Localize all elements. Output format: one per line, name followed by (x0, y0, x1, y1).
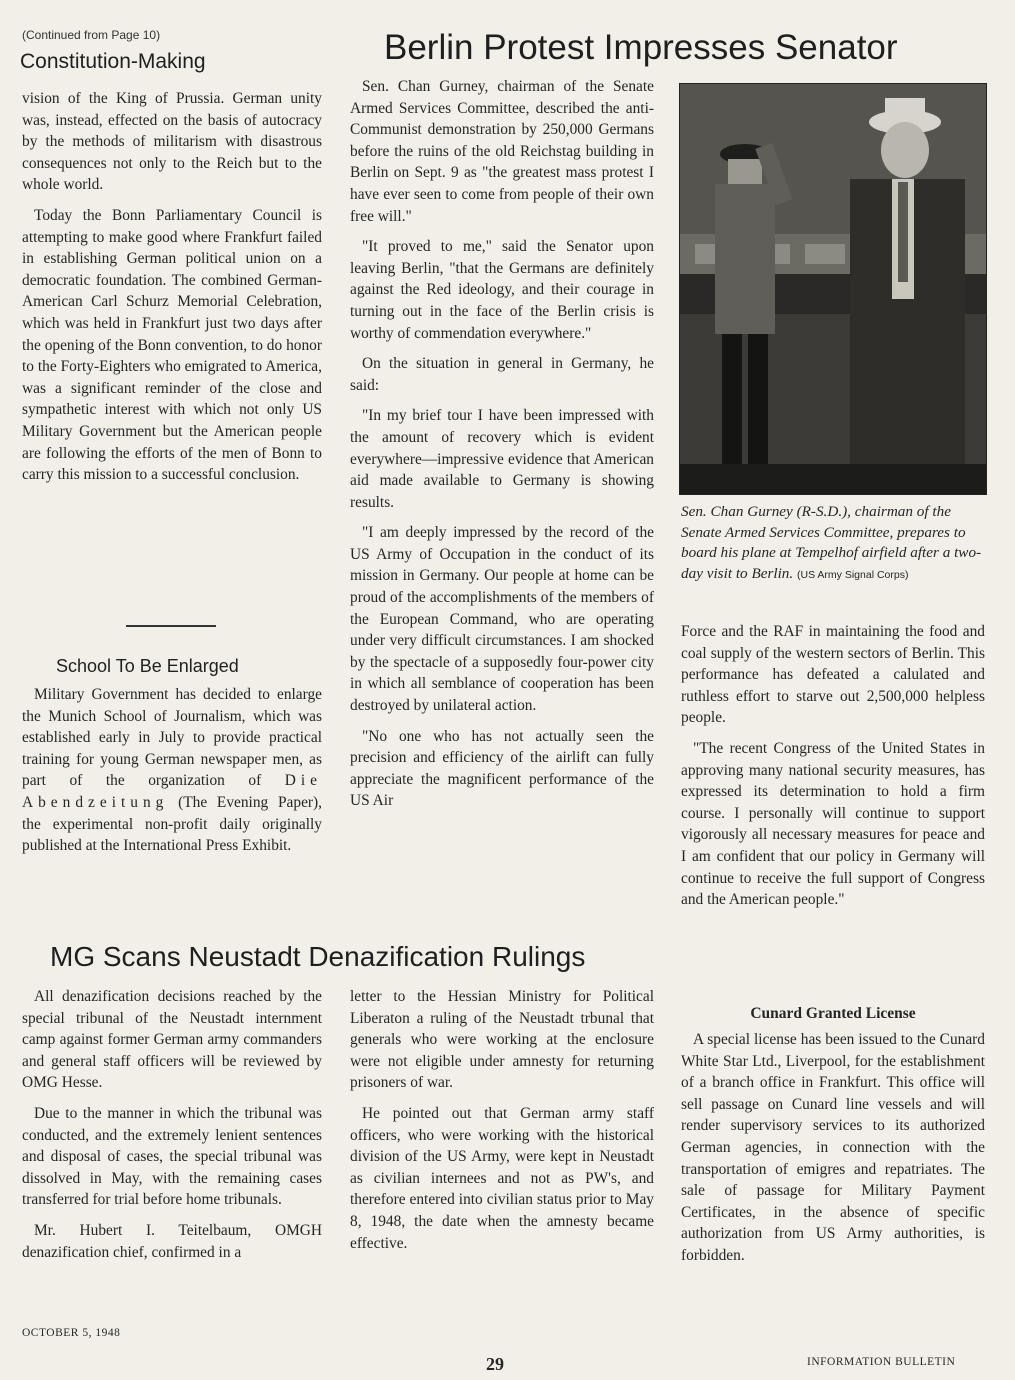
neustadt-column-one (22, 986, 322, 1272)
footer-publication: INFORMATION BULLETIN (807, 1356, 956, 1368)
school-paragraph: Military Government has decided to enlarge the Munich School of Journalism, which was established early in July to provide practical training for young German newspaper men, as part of the organization of Die Abendzeitung (The Evening Paper), the experimental non-profit daily originally published at the International Press Exhibit. (22, 686, 322, 855)
berlin-paragraph: "In my brief tour I have been impressed with the amount of recovery which is evident everywhere—impressive evidence that American aid made available to Germany is showing results. (350, 407, 654, 511)
school-heading: School To Be Enlarged (56, 656, 239, 676)
neustadt-column-two (350, 986, 654, 1263)
neustadt-paragraph: Due to the manner in which the tribunal was conducted, and the extremely lenient sentences and disposal of cases, the special tribunal was dissolved in May, with the remaining cases transferred for trial before home tribunals. (22, 1104, 322, 1209)
senator-photo (679, 83, 987, 495)
page-number: 29 (486, 1354, 504, 1374)
berlin-paragraph: "I am deeply impressed by the record of the US Army of Occupation in the conduct of its mission in Germany. Our people at home can be proud of the accomplishments of the members of the European Command, who are operating under very difficult circumstances. I am shocked by the spectacle of a supposedly four-power city in which all semblance of cooperation has been destroyed by unilateral action. (350, 524, 654, 715)
neustadt-headline: MG Scans Neustadt Denazification Rulings (50, 941, 586, 972)
photo-credit: (US Army Signal Corps) (797, 568, 909, 581)
constitution-column (22, 88, 322, 495)
photo-caption (681, 502, 985, 585)
berlin-paragraph: Force and the RAF in maintaining the food and coal supply of the western sectors of Berlin. This performance has defeated a calulated and ruthless effort to starve out 2,500,000 helpless people. (681, 623, 985, 727)
berlin-paragraph: On the situation in general in Germany, he said: (350, 355, 654, 394)
berlin-paragraph: "It proved to me," said the Senator upon leaving Berlin, "that the Germans are definitely against the Red ideology, and their courage in turning out in the face of the Berlin crisis is worthy of commendation everywhere." (350, 238, 654, 342)
cunard-heading: Cunard Granted License (750, 1005, 916, 1022)
section-divider (126, 625, 216, 627)
berlin-headline: Berlin Protest Impresses Senator (384, 28, 898, 67)
constitution-paragraph: Today the Bonn Parliamentary Council is attempting to make good where Frankfurt failed in establishing German political union on a democratic foundation. The combined German-American Carl Schurz Memorial Celebration, which was held in Frankfurt just two days after the opening of the Bonn convention, to do honor to the Forty-Eighters who emigrated to America, was a significant reminder of the close and sympathetic interest with which not only US Military Government but the American people are following the efforts of the men of Bonn to carry this mission to a successful conclusion. (22, 206, 322, 484)
school-paper-name: Die Abendzeitung (22, 772, 322, 811)
neustadt-paragraph: All denazification decisions reached by the special tribunal of the Neustadt internment camp against former German army commanders and general staff officers will be reviewed by OMG Hesse. (22, 988, 322, 1092)
constitution-paragraph: vision of the King of Prussia. German unity was, instead, effected on the basis of autocracy by the methods of militarism with disastrous consequences not only to the Reich but to the whole world. (22, 90, 322, 194)
school-column (22, 684, 322, 866)
neustadt-paragraph: He pointed out that German army staff officers, who were working with the historical division of the US Army, were kept in Neustadt as civilian internees and not as PW's, and therefore entered into civilian status prior to May 8, 1948, the date when the amnesty became effective. (350, 1104, 654, 1252)
berlin-paragraph: "The recent Congress of the United States in approving many national security measures, has expressed its determination to hold a firm course. I personally will continue to support vigorously all necessary measures for peace and I am confident that our policy in Germany will continue to receive the full support of Congress and the American people." (681, 739, 985, 909)
senator-photo-illustration (680, 84, 986, 494)
neustadt-paragraph: Mr. Hubert I. Teitelbaum, OMGH denazification chief, confirmed in a (22, 1221, 322, 1261)
cunard-column (681, 1029, 985, 1276)
neustadt-paragraph: letter to the Hessian Ministry for Political Liberaton a ruling of the Neustadt trbunal that generals who were working at the enclosure were not eligible under amnesty for returning prisoners of war. (350, 988, 654, 1092)
berlin-column-one (350, 76, 654, 821)
constitution-heading: Constitution-Making (20, 50, 206, 73)
photo-caption-text: Sen. Chan Gurney (R-S.D.), chairman of the Senate Armed Services Committee, prepares to board his plane at Tempelhof airfield after a two-day visit to Berlin. (681, 503, 982, 582)
continued-note: (Continued from Page 10) (22, 28, 161, 42)
cunard-paragraph: A special license has been issued to the Cunard White Star Ltd., Liverpool, for the establishment of a branch office in Frankfurt. This office will sell passage on Cunard line vessels and will render supervisory services to its authorized German agencies, in connection with the transportation of emigres and repatriates. The sale of passage for Military Payment Certificates, in the absence of specific authorization from US Army authorities, is forbidden. (681, 1031, 985, 1264)
berlin-paragraph: Sen. Chan Gurney, chairman of the Senate Armed Services Committee, described the anti-Communist demonstration by 250,000 Germans before the ruins of the old Reichstag building in Berlin on Sept. 9 as "the greatest mass protest I have ever seen to come from people of their own free will." (350, 78, 654, 225)
footer-date: OCTOBER 5, 1948 (22, 1327, 121, 1339)
berlin-column-two (681, 621, 985, 920)
berlin-paragraph: "No one who has not actually seen the precision and efficiency of the airlift can fully appreciate the magnificent performance of the US Air (350, 727, 654, 810)
